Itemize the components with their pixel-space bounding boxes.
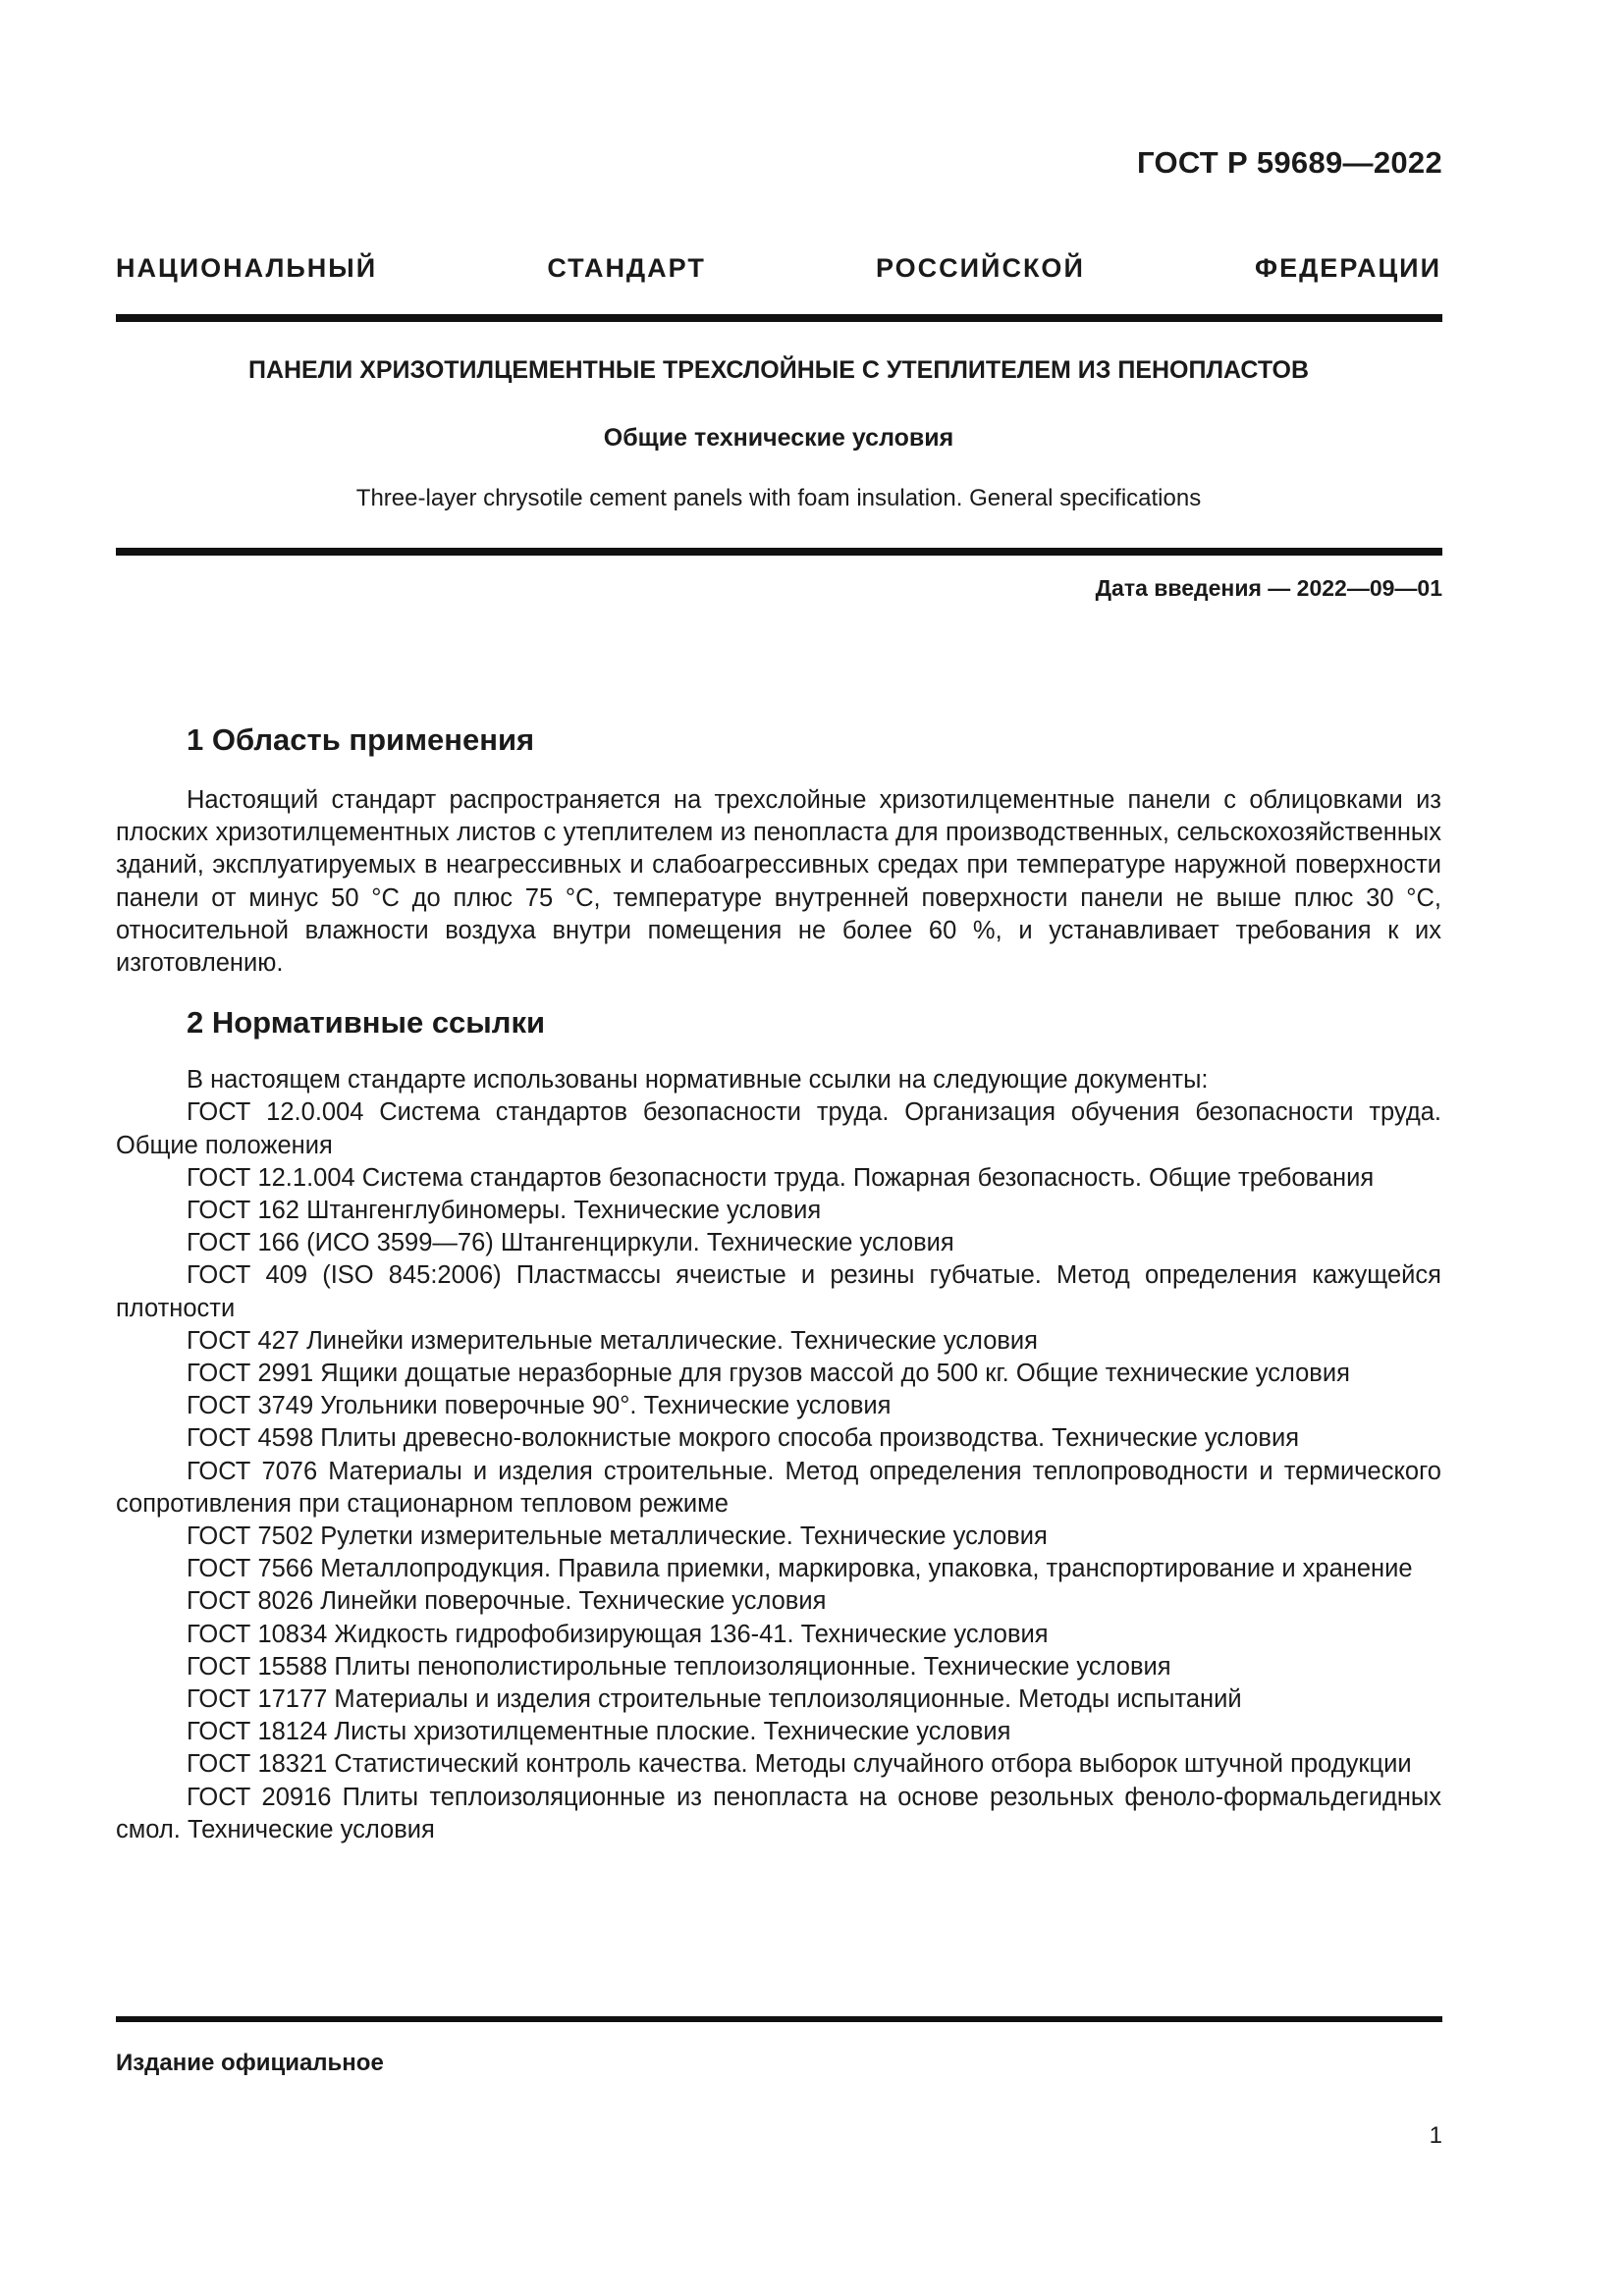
reference-item: ГОСТ 18124 Листы хризотилцементные плоские. Технические условия [187,1718,1011,1746]
header-rule-top [116,314,1442,322]
reference-item: ГОСТ 166 (ИСО 3599—76) Штангенциркули. Технические условия [187,1229,954,1257]
official-edition-label: Издание официальное [116,2050,384,2076]
reference-item: ГОСТ 4598 Плиты древесно-волокнистые мокрого способа производства. Технические условия [187,1424,1300,1453]
section-heading-references: 2 Нормативные ссылки [187,1005,546,1041]
national-standard-banner: НАЦИОНАЛЬНЫЙ СТАНДАРТ РОССИЙСКОЙ ФЕДЕРАЦИИ [116,253,1441,283]
reference-item: ГОСТ 17177 Материалы и изделия строительные теплоизоляционные. Методы испытаний [187,1685,1242,1714]
introduction-date: Дата введения — 2022—09—01 [1095,575,1442,601]
reference-item: ГОСТ 18321 Статистический контроль качества. Методы случайного отбора выборок штучной продукции [187,1750,1412,1779]
reference-item: ГОСТ 7076 Материалы и изделия строительные. Метод определения теплопроводности и термического сопротивления при стационарном тепловом режиме [116,1457,1441,1518]
reference-item: ГОСТ 427 Линейки измерительные металлические. Технические условия [187,1326,1038,1355]
reference-item: ГОСТ 162 Штангенглубиномеры. Технические условия [187,1197,822,1225]
reference-item: ГОСТ 7566 Металлопродукция. Правила приемки, маркировка, упаковка, транспортирование и хранение [187,1555,1413,1583]
page-number: 1 [1429,2122,1442,2149]
document-body [116,721,1441,1846]
reference-item: ГОСТ 8026 Линейки поверочные. Технические условия [187,1587,827,1616]
reference-item: ГОСТ 7502 Рулетки измерительные металлические. Технические условия [187,1522,1048,1551]
reference-item: ГОСТ 20916 Плиты теплоизоляционные из пенопласта на основе резольных феноло-формальдегидных смол. Технические условия [116,1783,1441,1843]
scope-paragraph: Настоящий стандарт распространяется на трехслойные хризотилцементные панели с облицовками из плоских хризотилцементных листов с утеплителем из пенопласта для производственных, сельскохозяйственных зданий, эксплуатируемых в неагрессивных и слабоагрессивных средах при температуре наружной поверхности панели от минус 50 °C до плюс 75 °C, температуре внутренней поверхности панели не выше плюс 30 °C, относительной влажности воздуха внутри помещения не более 60 %, и устанавливает требования к их изготовлению. [116,786,1441,978]
document-number: ГОСТ Р 59689—2022 [1137,145,1442,180]
section-normative-references [116,1003,1441,1846]
reference-item: ГОСТ 10834 Жидкость гидрофобизирующая 136-41. Технические условия [187,1620,1049,1648]
footer-rule [116,2016,1442,2022]
section-scope [116,721,1441,980]
section-heading-scope: 1 Область применения [187,722,535,757]
reference-item: ГОСТ 409 (ISO 845:2006) Пластмассы ячеистые и резины губчатые. Метод определения кажущейся плотности [116,1261,1441,1322]
reference-list [116,1096,1441,1846]
reference-item: ГОСТ 15588 Плиты пенополистирольные теплоизоляционные. Технические условия [187,1652,1171,1681]
reference-item: ГОСТ 3749 Угольники поверочные 90°. Технические условия [187,1392,892,1420]
references-intro: В настоящем стандарте использованы нормативные ссылки на следующие документы: [187,1066,1209,1095]
header-rule-bottom [116,548,1442,556]
standard-subtitle: Общие технические условия [603,424,954,452]
english-title: Three-layer chrysotile cement panels with foam insulation. General specifications [355,485,1202,511]
standard-title: ПАНЕЛИ ХРИЗОТИЛЦЕМЕНТНЫЕ ТРЕХСЛОЙНЫЕ С УТЕПЛИТЕЛЕМ ИЗ ПЕНОПЛАСТОВ [247,356,1310,384]
reference-item: ГОСТ 2991 Ящики дощатые неразборные для грузов массой до 500 кг. Общие технические условия [187,1360,1350,1388]
reference-item: ГОСТ 12.0.004 Система стандартов безопасности труда. Организация обучения безопасности труда. Общие положения [116,1098,1441,1159]
reference-item: ГОСТ 12.1.004 Система стандартов безопасности труда. Пожарная безопасность. Общие требования [187,1163,1375,1192]
